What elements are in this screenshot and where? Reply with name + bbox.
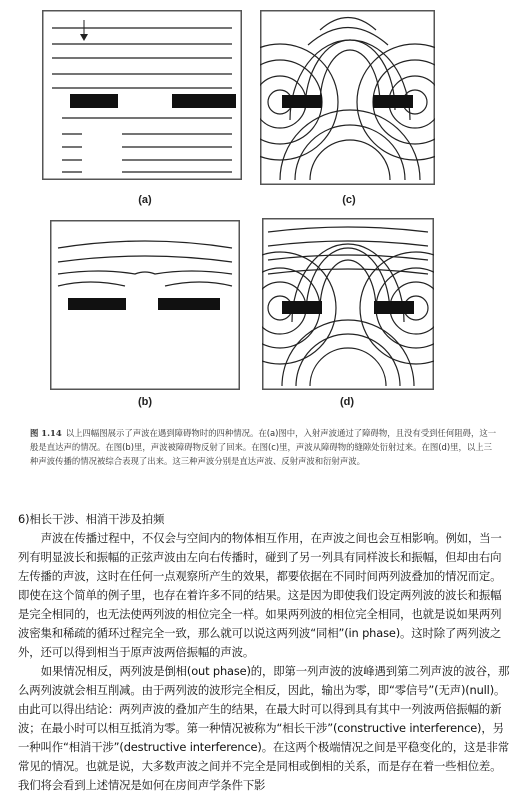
panel-c-label: (c)	[342, 194, 356, 206]
panel-b-label: (b)	[137, 396, 153, 408]
section-heading: 6)相长干涉、相消干涉及拍频	[18, 512, 165, 526]
obstacle-right	[374, 301, 414, 314]
paragraph-1: 声波在传播过程中，不仅会与空间内的物体相互作用，在声波之间也会互相影响。例如，当一列有明显波长和振幅的正弦声波由左向右传播时，碰到了另一列具有同样波长和振幅，但却由右向左传播的声波，这时在任何一点观察所产生的效果，都要依据在不同时间两列波叠加的情况而定。即使在这个简单的例子里，也存在着许多不同的结果。这是因为即使我们设定两列波的波长和振幅是完全相同的，也无法使两列波的相位完全一样。如果两列波的相位完全相同，也就是说如果两列波密集和稀疏的循环过程完全一致，那么就可以说这两列波“同相”(in phase)。这时除了两列波之外，还可以得到相当于原声波两倍振幅的声波。	[18, 531, 502, 659]
obstacle-right	[172, 94, 236, 108]
obstacle-right	[158, 298, 220, 310]
panel-d-label: (d)	[339, 396, 355, 408]
figure-panel-d	[262, 218, 434, 390]
panel-d-diagram	[262, 218, 434, 390]
figure-caption-text: 以上四幅图展示了声波在遇到障碍物时的四种情况。在(a)图中，入射声波通过了障碍物，且没有受到任何阻碍，这一般是直达声的情况。在图(b)里，声波被障碍物反射了回来。在图(c)里，声波从障碍物的缝隙处衍射过来。在图(d)里，以上三种声波传播的情况被综合表现了出来。这三种声波分别是直达声波、反射声波和衍射声波。	[30, 428, 497, 466]
obstacle-left	[68, 298, 126, 310]
panel-b-diagram	[50, 220, 240, 390]
obstacle-left	[282, 301, 322, 314]
article-body	[18, 510, 510, 795]
panel-c-diagram	[260, 10, 435, 185]
figure-caption	[30, 426, 498, 468]
obstacle-left	[70, 94, 118, 108]
panel-a-diagram	[42, 10, 242, 180]
paragraph-2: 如果情况相反，两列波是倒相(out phase)的，即第一列声波的波峰遇到第二列声波的波谷，那么两列波就会相互削减。由于两列波的波形完全相反，因此，输出为零，即“零信号”(无声)(null)。由此可以得出结论：两列声波的叠加产生的结果，在最大时可以得到具有其中一列波两倍振幅的新波；在最小时可以相互抵消为零。第一种情况被称为“相长干涉”(constructive interference)，另一种叫作“相消干涉”(destructive interference)。在这两个极端情况之间是平稳变化的，这是非常常见的情况。也就是说，大多数声波之间并不完全是同相或倒相的关系，而是存在着一些相位差。我们将会看到上述情况是如何在房间声学条件下影	[18, 664, 510, 792]
panel-a-label: (a)	[138, 194, 152, 206]
figure-number: 图 1.14	[30, 428, 62, 438]
obstacle-right	[373, 95, 413, 108]
figure-panel-c	[260, 10, 435, 185]
figure-panel-a	[42, 10, 242, 180]
obstacle-left	[282, 95, 322, 108]
figure-panel-b	[50, 220, 240, 390]
